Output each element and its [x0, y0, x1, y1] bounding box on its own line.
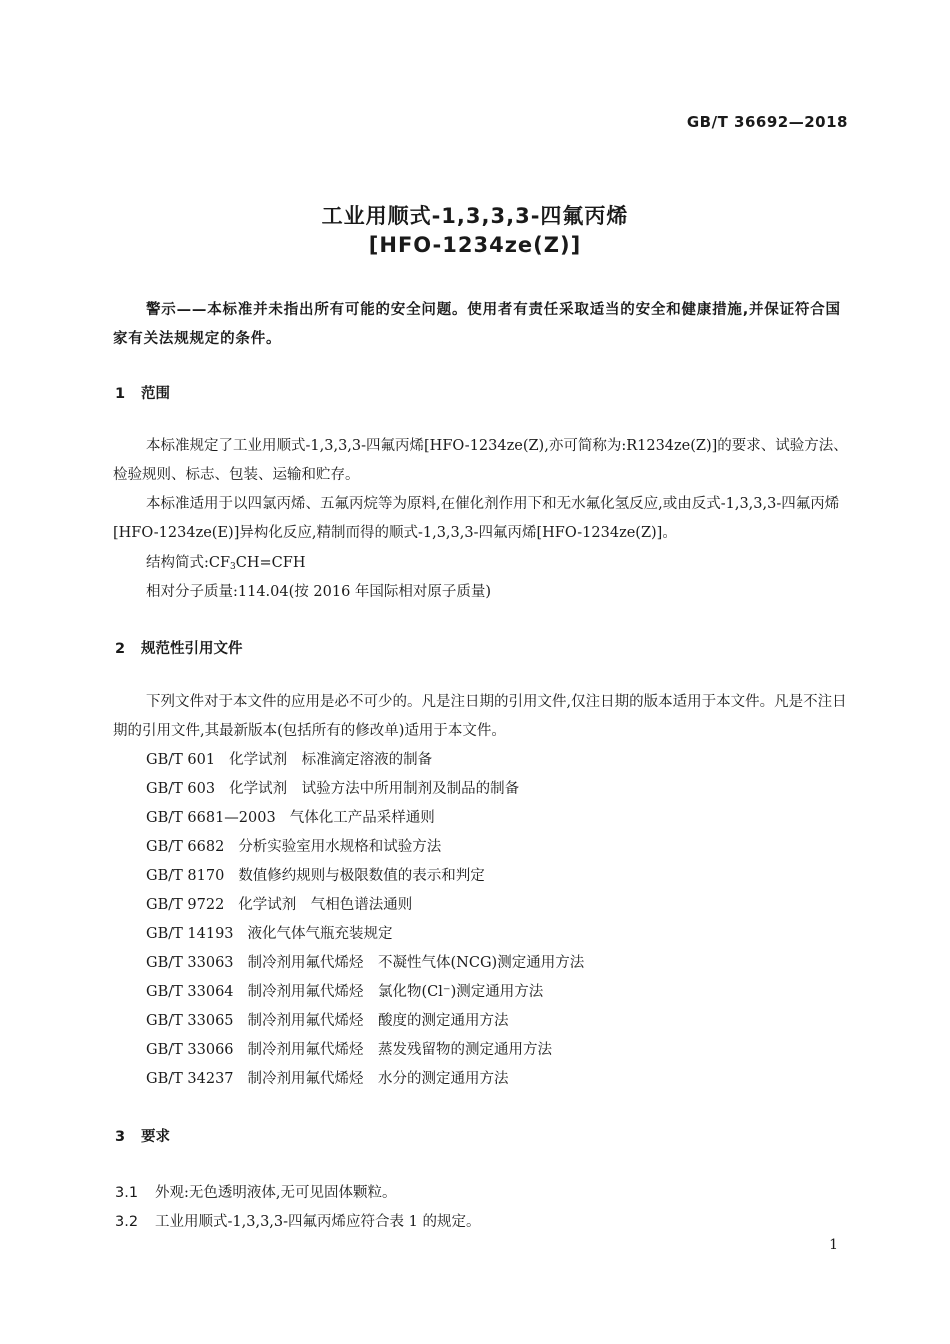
section-2-intro: 下列文件对于本文件的应用是必不可少的。凡是注日期的引用文件,仅注日期的版本适用于本文件。凡是不注日期的引用文件,其最新版本(包括所有的修改单)适用于本文件。 — [113, 694, 847, 739]
clause-text: 工业用顺式-1,3,3,3-四氟丙烯应符合表 1 的规定。 — [155, 1214, 481, 1230]
clause-number: 3.2 — [115, 1214, 139, 1230]
reference-item — [113, 746, 850, 775]
formula-rest: CH=CFH — [235, 555, 306, 571]
document-title: 工业用顺式-1,3,3,3-四氟丙烯 — [321, 204, 629, 228]
formula-cf: CF — [208, 555, 231, 571]
reference-item — [113, 1036, 850, 1065]
section-1-paragraph-1: 本标准规定了工业用顺式-1,3,3,3-四氟丙烯[HFO-1234ze(Z),亦可简称为:R1234ze(Z)]的要求、试验方法、检验规则、标志、包装、运输和贮存。 — [113, 438, 848, 483]
reference-code: GB/T 6682 — [146, 839, 225, 855]
reference-item — [113, 804, 850, 833]
reference-code: GB/T 33066 — [146, 1042, 234, 1058]
reference-title: 化学试剂 试验方法中所用制剂及制品的制备 — [229, 781, 520, 797]
section-3-title: 要求 — [141, 1129, 170, 1145]
reference-item — [113, 978, 850, 1007]
section-1-number: 1 — [115, 386, 126, 402]
section-1-paragraph-2: 本标准适用于以四氯丙烯、五氟丙烷等为原料,在催化剂作用下和无水氟化氢反应,或由反式-1,3,3,3-四氟丙烯[HFO-1234ze(E)]异构化反应,精制而得的顺式-1,3,3,3-四氟丙烯[HFO-1234ze(Z)]。 — [113, 496, 840, 541]
reference-title: 制冷剂用氟代烯烃 水分的测定通用方法 — [247, 1071, 509, 1087]
reference-code: GB/T 33065 — [146, 1013, 234, 1029]
section-2-number: 2 — [115, 641, 126, 657]
molecular-mass: 相对分子质量:114.04(按 2016 年国际相对原子质量) — [146, 584, 492, 600]
reference-code: GB/T 601 — [146, 752, 216, 768]
reference-title: 化学试剂 气相色谱法通则 — [238, 897, 413, 913]
document-subtitle: [HFO-1234ze(Z)] — [368, 233, 582, 257]
reference-code: GB/T 6681—2003 — [146, 810, 276, 826]
reference-title: 制冷剂用氟代烯烃 蒸发残留物的测定通用方法 — [247, 1042, 553, 1058]
reference-item — [113, 1065, 850, 1094]
reference-item — [113, 862, 850, 891]
reference-item — [113, 891, 850, 920]
clause-text: 外观:无色透明液体,无可见固体颗粒。 — [155, 1185, 397, 1201]
reference-title: 数值修约规则与极限数值的表示和判定 — [238, 868, 485, 884]
section-1-title: 范围 — [141, 386, 170, 402]
reference-item — [113, 775, 850, 804]
clause-3-1 — [115, 1179, 852, 1208]
reference-item — [113, 833, 850, 862]
formula-label: 结构简式: — [146, 555, 209, 571]
formula-subscript: 3 — [230, 562, 236, 572]
page-number: 1 — [829, 1237, 838, 1253]
normative-references-list — [113, 746, 850, 1094]
reference-item — [113, 949, 850, 978]
reference-title: 化学试剂 标准滴定溶液的制备 — [229, 752, 433, 768]
reference-title: 制冷剂用氟代烯烃 氯化物(Cl⁻)测定通用方法 — [247, 984, 544, 1000]
reference-title: 制冷剂用氟代烯烃 酸度的测定通用方法 — [247, 1013, 509, 1029]
section-3-heading — [115, 1123, 852, 1152]
reference-title: 分析实验室用水规格和试验方法 — [238, 839, 442, 855]
reference-code: GB/T 9722 — [146, 897, 225, 913]
reference-item — [113, 1007, 850, 1036]
reference-code: GB/T 33064 — [146, 984, 234, 1000]
section-2-title: 规范性引用文件 — [141, 641, 243, 657]
section-3-number: 3 — [115, 1129, 126, 1145]
clause-3-2 — [115, 1208, 852, 1237]
reference-code: GB/T 33063 — [146, 955, 234, 971]
reference-code: GB/T 603 — [146, 781, 216, 797]
reference-item — [113, 920, 850, 949]
reference-code: GB/T 34237 — [146, 1071, 234, 1087]
clause-number: 3.1 — [115, 1185, 139, 1201]
section-1-heading — [115, 380, 852, 409]
reference-title: 液化气体气瓶充装规定 — [247, 926, 393, 942]
reference-code: GB/T 8170 — [146, 868, 225, 884]
section-2-heading — [115, 635, 852, 664]
reference-code: GB/T 14193 — [146, 926, 234, 942]
reference-title: 制冷剂用氟代烯烃 不凝性气体(NCG)测定通用方法 — [247, 955, 585, 971]
standard-code: GB/T 36692—2018 — [686, 113, 848, 131]
reference-title: 气体化工产品采样通则 — [289, 810, 435, 826]
warning-paragraph: 警示——本标准并未指出所有可能的安全问题。使用者有责任采取适当的安全和健康措施,并保证符合国家有关法规规定的条件。 — [113, 302, 841, 347]
